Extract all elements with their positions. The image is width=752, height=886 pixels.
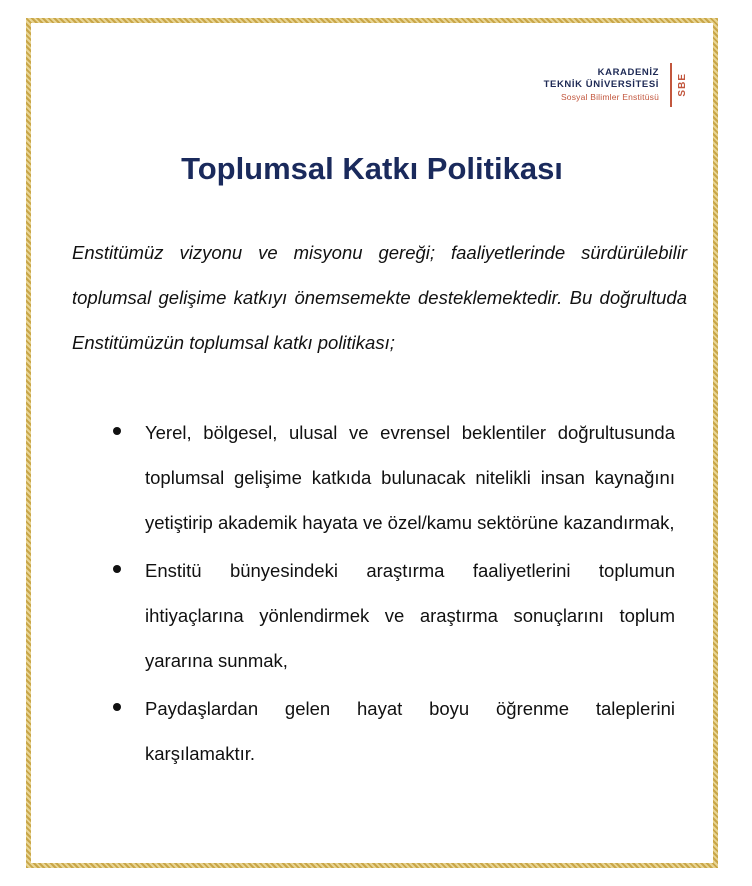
list-item — [145, 548, 675, 683]
logo-university-type: TEKNİK ÜNİVERSİTESİ — [543, 79, 659, 90]
logo-abbreviation: SBE — [677, 73, 688, 97]
page-title: Toplumsal Katkı Politikası — [181, 151, 563, 186]
logo-text — [544, 67, 659, 103]
intro-paragraph: Enstitümüz vizyonu ve misyonu gereği; faaliyetlerinde sürdürülebilir toplumsal gelişime katkıyı önemsemekte desteklemektedir. Bu doğrultuda Enstitümüzün toplumsal katkı politikası; — [72, 242, 687, 353]
bullet-icon — [113, 427, 121, 435]
policy-list — [145, 410, 675, 779]
logo-divider — [670, 63, 672, 107]
list-item-text: Paydaşlardan gelen hayat boyu öğrenme taleplerini karşılamaktır. — [145, 698, 675, 764]
bullet-icon — [113, 703, 121, 711]
list-item-text: Yerel, bölgesel, ulusal ve evrensel beklentiler doğrultusunda toplumsal gelişime katkıda bulunacak nitelikli insan kaynağını yetiştirip akademik hayata ve özel/kamu sektörüne kazandırmak, — [145, 422, 675, 533]
university-logo — [544, 63, 688, 107]
logo-university-name: KARADENİZ — [597, 67, 659, 78]
list-item — [145, 686, 675, 776]
bullet-icon — [113, 565, 121, 573]
list-item-text: Enstitü bünyesindeki araştırma faaliyetlerini toplumun ihtiyaçlarına yönlendirmek ve araştırma sonuçlarını toplum yararına sunmak, — [145, 560, 675, 671]
logo-institute-name: Sosyal Bilimler Enstitüsü — [560, 92, 659, 102]
document-page — [26, 18, 718, 868]
list-item — [145, 410, 675, 545]
